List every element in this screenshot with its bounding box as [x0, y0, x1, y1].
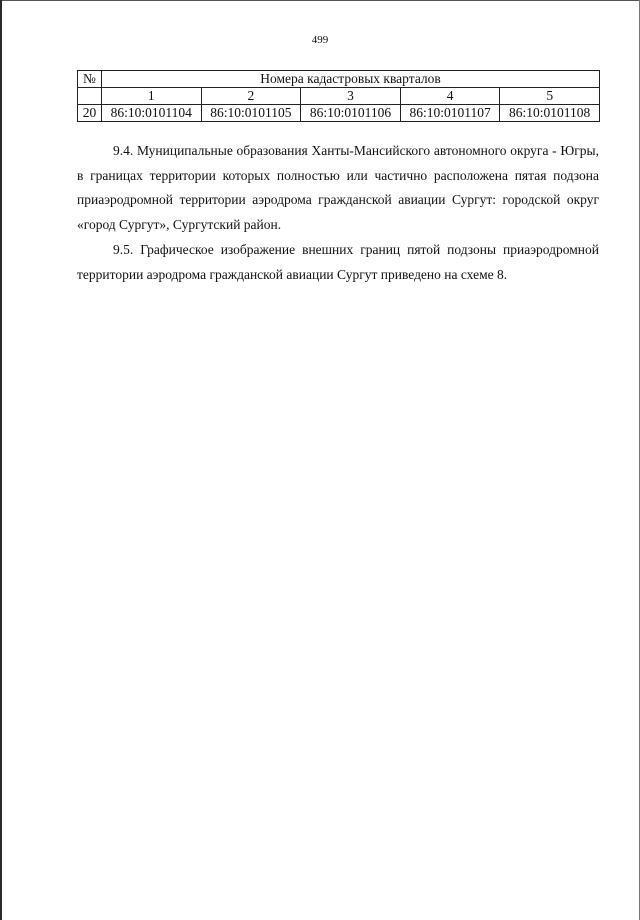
table-row	[78, 105, 600, 122]
quarters-column-header: Номера кадастровых кварталов	[102, 71, 600, 88]
scan-edge-left	[0, 0, 2, 920]
column-number-blank	[78, 88, 102, 105]
column-number: 4	[400, 88, 500, 105]
table-column-numbers-row	[78, 88, 600, 105]
column-number: 3	[301, 88, 401, 105]
cadastral-quarters-table	[77, 70, 600, 122]
cadastral-quarter-cell: 86:10:0101105	[201, 105, 301, 122]
column-number: 2	[201, 88, 301, 105]
cadastral-quarter-cell: 86:10:0101108	[500, 105, 600, 122]
paragraph-9-5	[77, 238, 599, 287]
cadastral-quarter-cell: 86:10:0101104	[102, 105, 202, 122]
paragraph-text: 9.5. Графическое изображение внешних границ пятой подзоны приаэродромной территории аэродрома гражданской авиации Сургут приведено на схеме 8.	[77, 242, 599, 282]
paragraph-9-4	[77, 139, 599, 237]
page-number: 499	[311, 34, 329, 46]
cadastral-quarter-cell: 86:10:0101107	[400, 105, 500, 122]
table-header-row	[78, 71, 600, 88]
column-number: 5	[500, 88, 600, 105]
number-column-header: №	[78, 71, 102, 88]
column-number: 1	[102, 88, 202, 105]
cadastral-quarter-cell: 86:10:0101106	[301, 105, 401, 122]
paragraph-text: 9.4. Муниципальные образования Ханты-Мансийского автономного округа - Югры, в границах территории которых полностью или частично расположена пятая подзона приаэродромной территории аэродрома гражданской авиации Сургут: городской округ «город Сургут», Сургутский район.	[77, 143, 599, 232]
row-number: 20	[78, 105, 102, 122]
scan-edge-top	[0, 0, 640, 1]
